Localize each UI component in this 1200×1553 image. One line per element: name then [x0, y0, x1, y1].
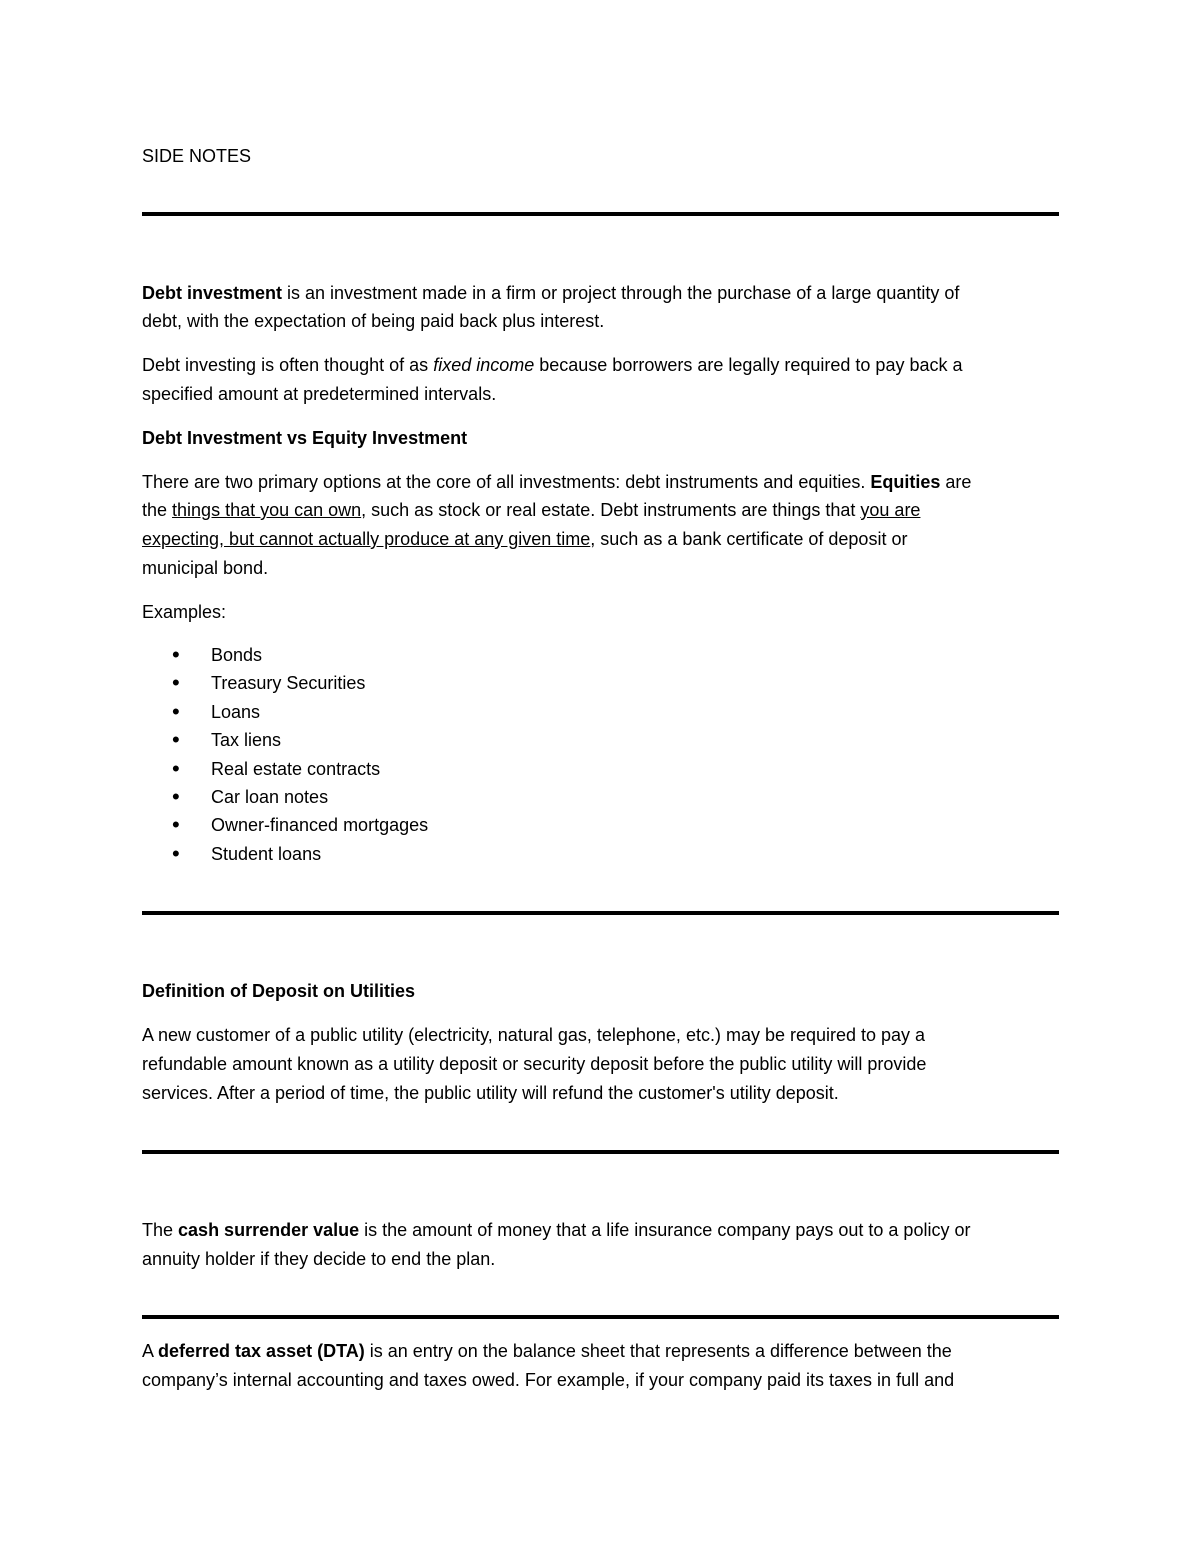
equity-paragraph-line-4: municipal bond.	[142, 558, 269, 578]
debt-investment-term: Debt investment	[142, 283, 283, 303]
list-item: • Real estate contracts	[142, 755, 428, 783]
list-item: • Tax liens	[142, 726, 428, 754]
section-divider	[142, 911, 1059, 915]
list-item: • Owner-financed mortgages	[142, 811, 428, 839]
list-item: • Car loan notes	[142, 783, 428, 811]
deposit-heading: Definition of Deposit on Utilities	[142, 981, 415, 1001]
section-divider	[142, 1315, 1059, 1319]
equity-paragraph-line-3: expecting, but cannot actually produce at any given time, such as a bank certificate of deposit or	[142, 529, 908, 549]
dta-term: deferred tax asset (DTA)	[158, 1341, 365, 1361]
dta-line-1: A deferred tax asset (DTA) is an entry on the balance sheet that represents a difference between the	[142, 1341, 952, 1361]
debt-vs-equity-heading: Debt Investment vs Equity Investment	[142, 428, 468, 448]
list-item: • Bonds	[142, 641, 428, 669]
fixed-income-line-2: specified amount at predetermined intervals.	[142, 384, 497, 404]
debt-definition-line-1: Debt investment is an investment made in a firm or project through the purchase of a large quantity of	[142, 283, 960, 303]
list-item: • Treasury Securities	[142, 669, 428, 697]
list-item: • Loans	[142, 698, 428, 726]
examples-label: Examples:	[142, 602, 227, 622]
dta-line-2: company’s internal accounting and taxes owed. For example, if your company paid its taxes in full and	[142, 1370, 955, 1390]
deposit-line-2: refundable amount known as a utility deposit or security deposit before the public utility will provide	[142, 1054, 927, 1074]
cash-surrender-line-2: annuity holder if they decide to end the plan.	[142, 1249, 496, 1269]
examples-list	[142, 641, 428, 868]
cash-surrender-term: cash surrender value	[178, 1220, 360, 1240]
debt-definition-line-2: debt, with the expectation of being paid back plus interest.	[142, 311, 605, 331]
equity-paragraph-line-2: the things that you can own, such as stock or real estate. Debt instruments are things that you are	[142, 500, 921, 520]
deposit-line-1: A new customer of a public utility (electricity, natural gas, telephone, etc.) may be required to pay a	[142, 1025, 926, 1045]
fixed-income-line-1: Debt investing is often thought of as fixed income because borrowers are legally required to pay back a	[142, 355, 963, 375]
fixed-income-term: fixed income	[433, 355, 535, 375]
page-title: SIDE NOTES	[142, 146, 252, 166]
section-divider	[142, 212, 1059, 216]
deposit-line-3: services. After a period of time, the public utility will refund the customer's utility deposit.	[142, 1083, 839, 1103]
equity-paragraph-line-1: There are two primary options at the core of all investments: debt instruments and equities. Equities are	[142, 472, 972, 492]
section-divider	[142, 1150, 1059, 1154]
cash-surrender-line-1: The cash surrender value is the amount of money that a life insurance company pays out to a policy or	[142, 1220, 971, 1240]
list-item: • Student loans	[142, 840, 428, 868]
